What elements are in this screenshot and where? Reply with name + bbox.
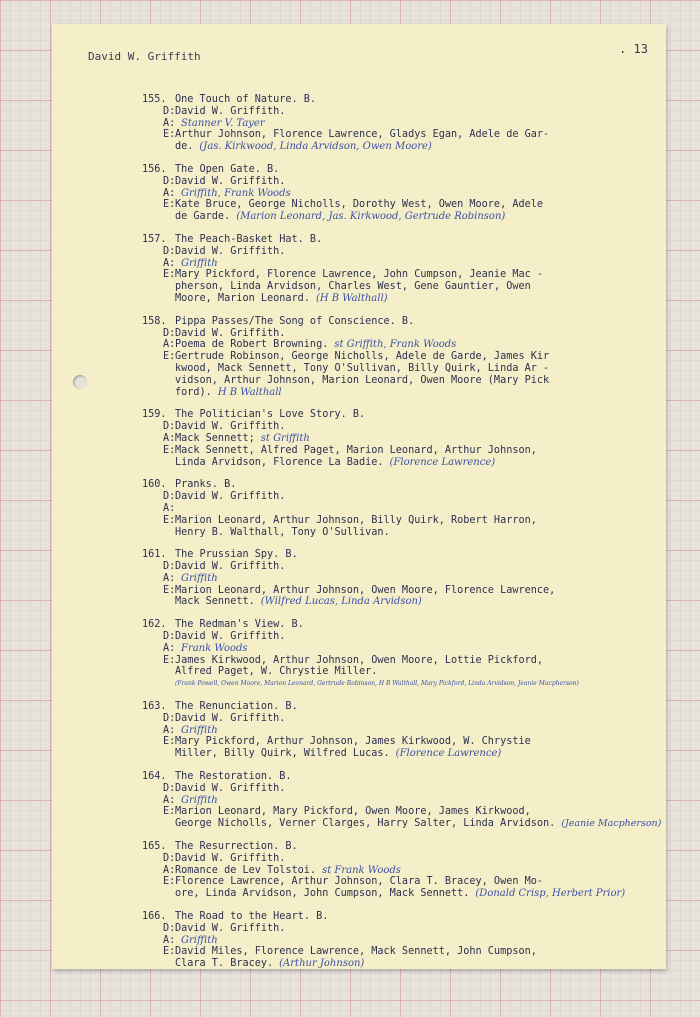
cast-line: [142, 655, 662, 667]
entry-title: The Resurrection. B.: [175, 841, 298, 853]
role-label: A:: [163, 572, 176, 584]
role-label: E:: [163, 444, 176, 456]
entry-number: 155.: [142, 94, 167, 105]
film-entry: [142, 619, 662, 690]
punch-hole: [73, 375, 87, 389]
handwritten-note: (Wilfred Lucas, Linda Arvidson): [260, 596, 422, 608]
role-label: A:: [163, 642, 176, 654]
entry-title-line: [142, 619, 662, 631]
role-label: E:: [163, 584, 176, 596]
role-label: A:: [163, 187, 176, 199]
entry-title: Pippa Passes/The Song of Conscience. B.: [175, 315, 415, 327]
entry-title-line: [142, 841, 662, 853]
cast-line-continued: [142, 666, 662, 690]
author-line: [142, 865, 662, 877]
entry-number: 161.: [142, 549, 167, 561]
entry-title-line: [142, 701, 662, 713]
handwritten-note: (Jas. Kirkwood, Linda Arvidson, Owen Moore): [199, 141, 432, 153]
page-number: . 13: [619, 42, 648, 56]
document-page: [52, 24, 666, 969]
entry-title: The Politician's Love Story. B.: [175, 409, 366, 421]
entry-title-line: [142, 234, 662, 246]
entry-title: One Touch of Nature. B.: [175, 94, 317, 105]
film-entry: [142, 771, 662, 830]
role-label: D:: [163, 421, 176, 433]
handwritten-note: Griffith: [181, 724, 218, 736]
header-name: David W. Griffith: [88, 50, 201, 63]
author-line: [142, 725, 662, 737]
entry-number: 165.: [142, 841, 167, 853]
cast-line: [142, 806, 662, 818]
entry-number: 158.: [142, 315, 167, 327]
cast-text: Mary Pickford, Florence Lawrence, John Cumpson, Jeanie Mac -: [175, 269, 544, 281]
film-entry: [142, 911, 662, 970]
author-value: Romance de Lev Tolstoi.: [175, 864, 317, 876]
role-label: E:: [163, 946, 176, 958]
entry-title-line: [142, 911, 662, 923]
handwritten-note: (Florence Lawrence): [389, 456, 496, 468]
cast-text: Clara T. Bracey.: [175, 958, 274, 970]
cast-text: Alfred Paget, W. Chrystie Miller.: [175, 666, 378, 678]
cast-text: Arthur Johnson, Florence Lawrence, Gladys Egan, Adele de Gar-: [175, 129, 550, 141]
handwritten-note: Griffith: [181, 572, 218, 584]
film-entry: [142, 701, 662, 760]
film-entry: [142, 549, 662, 608]
director-line: [142, 853, 662, 865]
entry-title: The Renunciation. B.: [175, 701, 298, 713]
director-value: David W. Griffith.: [175, 175, 286, 187]
role-label: D:: [163, 245, 176, 257]
director-line: [142, 421, 662, 433]
cast-line-continued: [142, 748, 662, 760]
cast-line: [142, 129, 662, 141]
entry-number: 164.: [142, 771, 167, 783]
director-value: David W. Griffith.: [175, 782, 286, 794]
author-line: [142, 573, 662, 585]
cast-text: Mack Sennett.: [175, 596, 255, 608]
director-line: [142, 106, 662, 118]
role-spacer: [142, 363, 175, 375]
director-line: [142, 923, 662, 935]
cast-line-continued: [142, 888, 662, 900]
director-value: David W. Griffith.: [175, 491, 286, 503]
film-entry: [142, 316, 662, 399]
role-label: A:: [163, 934, 176, 946]
director-value: David W. Griffith.: [175, 421, 286, 433]
role-spacer: [142, 387, 175, 399]
cast-line-continued: [142, 363, 662, 375]
cast-line: [142, 445, 662, 457]
director-line: [142, 631, 662, 643]
role-label: E:: [163, 654, 176, 666]
author-line: [142, 339, 662, 351]
entry-number: 159.: [142, 409, 167, 421]
role-label: A:: [163, 794, 176, 806]
film-entry: [142, 841, 662, 900]
director-value: David W. Griffith.: [175, 852, 286, 864]
director-value: David W. Griffith.: [175, 245, 286, 257]
cast-text: Mary Pickford, Arthur Johnson, James Kirkwood, W. Chrystie: [175, 736, 531, 748]
role-label: E:: [163, 736, 176, 748]
cast-line-continued: [142, 818, 662, 830]
entry-number: 160.: [142, 479, 167, 491]
role-spacer: [142, 375, 175, 387]
cast-text: Gertrude Robinson, George Nicholls, Adele de Garde, James Kir: [175, 351, 550, 363]
entry-number: 162.: [142, 619, 167, 631]
filmography-list: [142, 94, 662, 981]
role-label: D:: [163, 491, 176, 503]
role-spacer: [142, 293, 175, 305]
entry-number: 157.: [142, 233, 167, 245]
director-value: David W. Griffith.: [175, 327, 286, 339]
role-label: A:: [163, 432, 176, 444]
cast-line: [142, 515, 662, 527]
director-value: David W. Griffith.: [175, 712, 286, 724]
handwritten-note: (Arthur Johnson): [279, 958, 365, 970]
entry-number: 163.: [142, 701, 167, 713]
role-label: D:: [163, 922, 176, 934]
entry-title-line: [142, 409, 662, 421]
cast-text: David Miles, Florence Lawrence, Mack Sennett, John Cumpson,: [175, 946, 537, 958]
role-label: E:: [163, 269, 176, 281]
role-label: A:: [163, 339, 176, 351]
role-label: A:: [163, 724, 176, 736]
cast-line-continued: [142, 211, 662, 223]
director-line: [142, 713, 662, 725]
role-spacer: [142, 818, 175, 830]
role-spacer: [142, 748, 175, 760]
director-line: [142, 491, 662, 503]
author-line: [142, 795, 662, 807]
director-line: [142, 783, 662, 795]
cast-text: pherson, Linda Arvidson, Charles West, Gene Gauntier, Owen: [175, 281, 531, 293]
entry-title: The Restoration. B.: [175, 771, 292, 783]
cast-text: Florence Lawrence, Arthur Johnson, Clara T. Bracey, Owen Mo-: [175, 876, 544, 888]
cast-line-continued: [142, 141, 662, 153]
handwritten-note: st Griffith, Frank Woods: [334, 339, 457, 351]
author-line: [142, 503, 662, 515]
role-spacer: [142, 141, 175, 153]
director-value: David W. Griffith.: [175, 922, 286, 934]
role-label: D:: [163, 105, 176, 117]
entry-title-line: [142, 771, 662, 783]
director-value: David W. Griffith.: [175, 631, 286, 643]
role-spacer: [142, 281, 175, 293]
film-entry: [142, 164, 662, 223]
cast-line-continued: [142, 527, 662, 539]
role-spacer: [142, 596, 175, 608]
cast-line: [142, 876, 662, 888]
handwritten-note: (Jeanie Macpherson): [561, 818, 662, 830]
role-label: D:: [163, 631, 176, 643]
author-value: Poema de Robert Browning.: [175, 339, 329, 351]
cast-text: ford).: [175, 386, 212, 398]
role-label: D:: [163, 561, 176, 573]
entry-title-line: [142, 316, 662, 328]
entry-title-line: [142, 549, 662, 561]
role-label: D:: [163, 782, 176, 794]
author-line: [142, 935, 662, 947]
role-label: D:: [163, 175, 176, 187]
cast-text: Mack Sennett, Alfred Paget, Marion Leonard, Arthur Johnson,: [175, 444, 537, 456]
film-entry: [142, 479, 662, 538]
film-entry: [142, 234, 662, 305]
role-label: E:: [163, 199, 176, 211]
cast-text: kwood, Mack Sennett, Tony O'Sullivan, Billy Quirk, Linda Ar -: [175, 362, 550, 374]
handwritten-note: st Frank Woods: [322, 864, 401, 876]
cast-text: Linda Arvidson, Florence La Badie.: [175, 456, 384, 468]
entry-number: 166.: [142, 911, 167, 923]
author-value: Mack Sennett;: [175, 432, 255, 444]
role-label: E:: [163, 351, 176, 363]
cast-line-continued: [142, 293, 662, 305]
entry-title-line: [142, 164, 662, 176]
cast-text: George Nicholls, Verner Clarges, Harry Salter, Linda Arvidson.: [175, 818, 556, 830]
handwritten-note: H B Walthall: [217, 386, 282, 398]
role-label: A:: [163, 864, 176, 876]
cast-text: de.: [175, 141, 194, 153]
handwritten-note: Griffith: [181, 794, 218, 806]
role-label: D:: [163, 852, 176, 864]
role-spacer: [142, 211, 175, 223]
cast-line-continued: [142, 281, 662, 293]
role-spacer: [142, 457, 175, 469]
cast-text: Marion Leonard, Mary Pickford, Owen Moore, James Kirkwood,: [175, 806, 531, 818]
handwritten-note: (Marion Leonard, Jas. Kirkwood, Gertrude Robinson): [236, 211, 506, 223]
cast-text: Moore, Marion Leonard.: [175, 292, 310, 304]
author-line: [142, 188, 662, 200]
entry-title: The Redman's View. B.: [175, 619, 304, 631]
cast-line-continued: [142, 457, 662, 469]
entry-title-line: [142, 479, 662, 491]
role-label: D:: [163, 712, 176, 724]
handwritten-note: Griffith: [181, 934, 218, 946]
director-line: [142, 176, 662, 188]
cast-line-continued: [142, 958, 662, 970]
author-line: [142, 258, 662, 270]
handwritten-note: st Griffith: [260, 432, 310, 444]
role-label: A:: [163, 117, 176, 129]
handwritten-note: (H B Walthall): [315, 292, 388, 304]
role-spacer: [142, 958, 175, 970]
director-line: [142, 561, 662, 573]
cast-line-continued: [142, 375, 662, 387]
film-entry: [142, 409, 662, 468]
handwritten-note: (Donald Crisp, Herbert Prior): [475, 888, 626, 900]
handwritten-note: Griffith: [181, 257, 218, 269]
director-value: David W. Griffith.: [175, 561, 286, 573]
role-label: A:: [163, 257, 176, 269]
cast-text: Miller, Billy Quirk, Wilfred Lucas.: [175, 748, 390, 760]
cast-text: vidson, Arthur Johnson, Marion Leonard, Owen Moore (Mary Pick: [175, 374, 550, 386]
role-label: A:: [163, 502, 176, 514]
cast-text: ore, Linda Arvidson, John Cumpson, Mack Sennett.: [175, 888, 470, 900]
cast-line: [142, 269, 662, 281]
cast-text: Marion Leonard, Arthur Johnson, Billy Quirk, Robert Harron,: [175, 514, 537, 526]
entry-title: The Peach-Basket Hat. B.: [175, 233, 323, 245]
cast-text: James Kirkwood, Arthur Johnson, Owen Moore, Lottie Pickford,: [175, 654, 544, 666]
cast-text: Henry B. Walthall, Tony O'Sullivan.: [175, 526, 390, 538]
role-spacer: [142, 888, 175, 900]
role-label: D:: [163, 327, 176, 339]
author-line: [142, 118, 662, 130]
handwritten-note: Frank Woods: [181, 642, 248, 654]
film-entry: [142, 94, 662, 153]
cast-line: [142, 351, 662, 363]
cast-line: [142, 736, 662, 748]
handwritten-note: Griffith, Frank Woods: [181, 187, 291, 199]
role-label: E:: [163, 514, 176, 526]
director-line: [142, 328, 662, 340]
role-label: E:: [163, 876, 176, 888]
author-line: [142, 433, 662, 445]
entry-title: Pranks. B.: [175, 479, 237, 491]
director-line: [142, 246, 662, 258]
cast-text: de Garde.: [175, 211, 231, 223]
author-line: [142, 643, 662, 655]
cast-text: Kate Bruce, George Nicholls, Dorothy West, Owen Moore, Adele: [175, 199, 544, 211]
cast-line-continued: [142, 596, 662, 608]
role-spacer: [142, 666, 175, 678]
handwritten-note: (Florence Lawrence): [395, 748, 502, 760]
cast-line: [142, 199, 662, 211]
cast-text: Marion Leonard, Arthur Johnson, Owen Moore, Florence Lawrence,: [175, 584, 556, 596]
entry-number: 156.: [142, 163, 167, 175]
entry-title-line: [142, 94, 662, 106]
cast-line: [142, 946, 662, 958]
cast-line: [142, 585, 662, 597]
role-spacer: [142, 527, 175, 539]
role-label: E:: [163, 129, 176, 141]
role-label: E:: [163, 806, 176, 818]
handwritten-note: (Frank Powell, Owen Moore, Marion Leonard, Gertrude Robinson, H B Walthall, Mary Pickford, Linda Arvidson, Jeanie Macpherson): [175, 680, 579, 688]
entry-title: The Open Gate. B.: [175, 163, 280, 175]
entry-title: The Road to the Heart. B.: [175, 911, 329, 923]
cast-line-continued: [142, 387, 662, 399]
entry-title: The Prussian Spy. B.: [175, 549, 298, 561]
director-value: David W. Griffith.: [175, 105, 286, 117]
handwritten-note: Stanner V. Tayer: [181, 117, 265, 129]
